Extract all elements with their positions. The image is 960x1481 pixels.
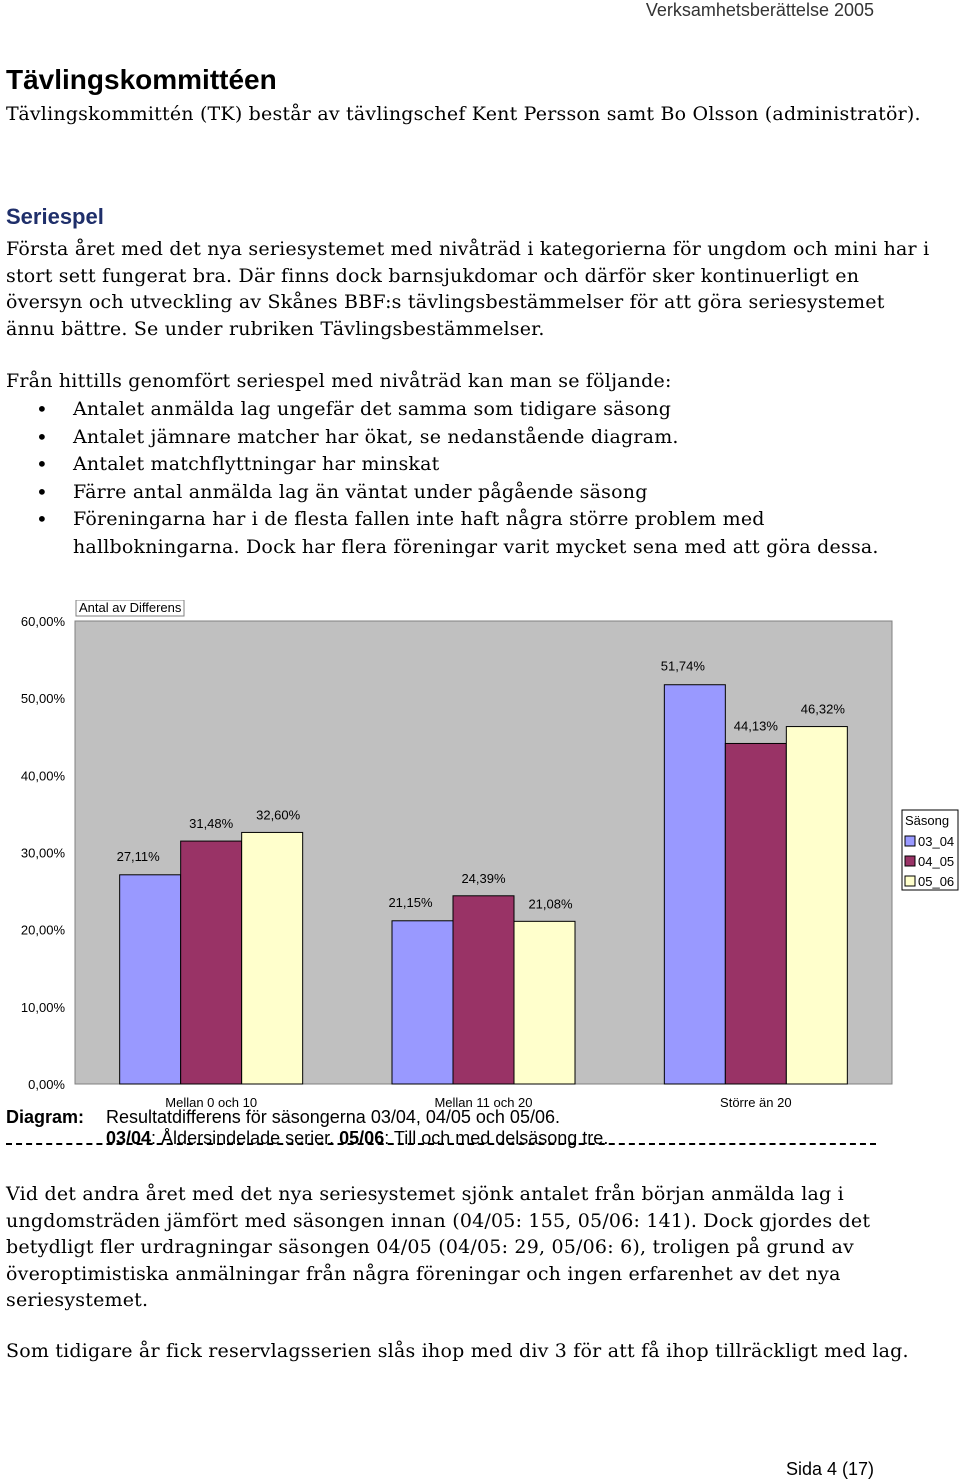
page-number: Sida 4 (17) [785,1459,874,1479]
bullet-item: • Antalet anmälda lag ungefär det samma som tidigare säsong [0,396,900,424]
subheading-seriespel: Seriespel [6,204,104,229]
paragraph-4: Som tidigare år fick reservlagsserien slås ihop med div 3 för att få ihop tillräckligt med lag. [6,1340,909,1362]
y-tick-label: 40,00% [20,768,65,784]
caption-line-1: Resultatdifferens för säsongerna 03/04, 04/05 och 05/06. [106,1107,560,1127]
bar-03-04 [120,875,181,1084]
y-tick-label: 0,00% [28,1077,65,1092]
bar-chart [0,600,960,1110]
data-label: 44,13% [733,718,778,734]
x-category-label: Mellan 11 och 20 [434,1095,533,1110]
y-tick-label: 60,00% [20,614,65,629]
y-tick-label: 50,00% [20,691,65,707]
bar-04-05 [181,841,242,1084]
data-label: 27,11% [116,848,160,864]
legend-swatch [905,836,915,846]
data-label: 21,08% [528,896,573,912]
intro-paragraph: Tävlingskommittén (TK) består av tävlingschef Kent Persson samt Bo Olsson (administratör). [6,103,921,125]
legend-label: 04_05 [918,854,955,869]
bullet-icon: • [36,479,48,504]
data-label: 51,74% [660,658,705,674]
bar-04-05 [725,743,786,1084]
document-header: Verksamhetsberättelse 2005 [645,0,874,20]
paragraph-3: Vid det andra året med det nya seriesystemet sjönk antalet från början anmälda lag i ungdomsträden jämfört med säsongen innan (04/05: 155, 05/06: 141). Dock gjordes det betydligt fler urdragningar säsongen 04/05 (04/05: 29, 05/06: 6), troligen på grund av överoptimistiska anmälningar från några föreningar och ingen erfarenhet av det nya seriesystemet. [6,1183,871,1311]
bar-03-04 [664,685,725,1084]
paragraph-2-lead: Från hittills genomfört seriespel med nivåträd kan man se följande: [6,370,672,392]
caption-line-2: 03/04: Åldersindelade serier. 05/06: Till och med delsäsong tre. [106,1128,609,1148]
bullet-list [0,396,900,561]
caption-label: Diagram: [6,1107,85,1127]
bullet-icon: • [36,397,48,421]
x-category-label: Större än 20 [720,1095,792,1110]
data-label: 46,32% [800,701,845,717]
bullet-item: • Föreningarna har i de flesta fallen inte haft några större problem med hallbokningarna. Dock har flera föreningar varit mycket sena med att göra dessa. [36,507,879,558]
paragraph-1: Första året med det nya seriesystemet med nivåträd i kategorierna för ungdom och mini har i stort sett fungerat bra. Där finns dock barnsjukdomar och därför sker kontinuerligt en översyn och utveckling av Skånes BBF:s tävlingsbestämmelser för att göra seriesystemet ännu bättre. Se under rubriken Tävlingsbestämmelser. [6,238,930,340]
bullet-item: • Antalet jämnare matcher har ökat, se nedanstående diagram. [0,424,900,452]
legend-title: Säsong [905,813,950,828]
bullet-item: • Färre antal anmälda lag än väntat under pågående säsong [0,479,900,507]
y-tick-label: 20,00% [20,922,65,938]
bullet-icon: • [36,424,48,449]
bar-05-06 [242,832,303,1084]
bar-05-06 [514,921,575,1084]
legend-swatch [905,856,915,866]
dashed-separator [6,1143,876,1145]
data-label: 32,60% [256,807,301,823]
legend-swatch [905,876,915,886]
bar-05-06 [786,727,847,1084]
x-category-label: Mellan 0 och 10 [165,1095,258,1110]
y-tick-label: 10,00% [20,999,65,1015]
data-label: 21,15% [388,894,433,910]
data-label: 31,48% [189,816,234,832]
bullet-item: • Antalet matchflyttningar har minskat [0,451,900,479]
y-tick-label: 30,00% [20,845,65,861]
bullet-icon: • [36,452,48,476]
legend-label: 05_06 [918,874,955,889]
chart-title: Antal av Differens [79,600,182,615]
data-label: 24,39% [461,870,506,886]
legend-label: 03_04 [918,834,955,849]
bullet-icon: • [36,507,48,531]
bar-03-04 [392,921,453,1084]
bar-04-05 [453,896,514,1084]
section-title: Tävlingskommittéen [6,64,277,95]
